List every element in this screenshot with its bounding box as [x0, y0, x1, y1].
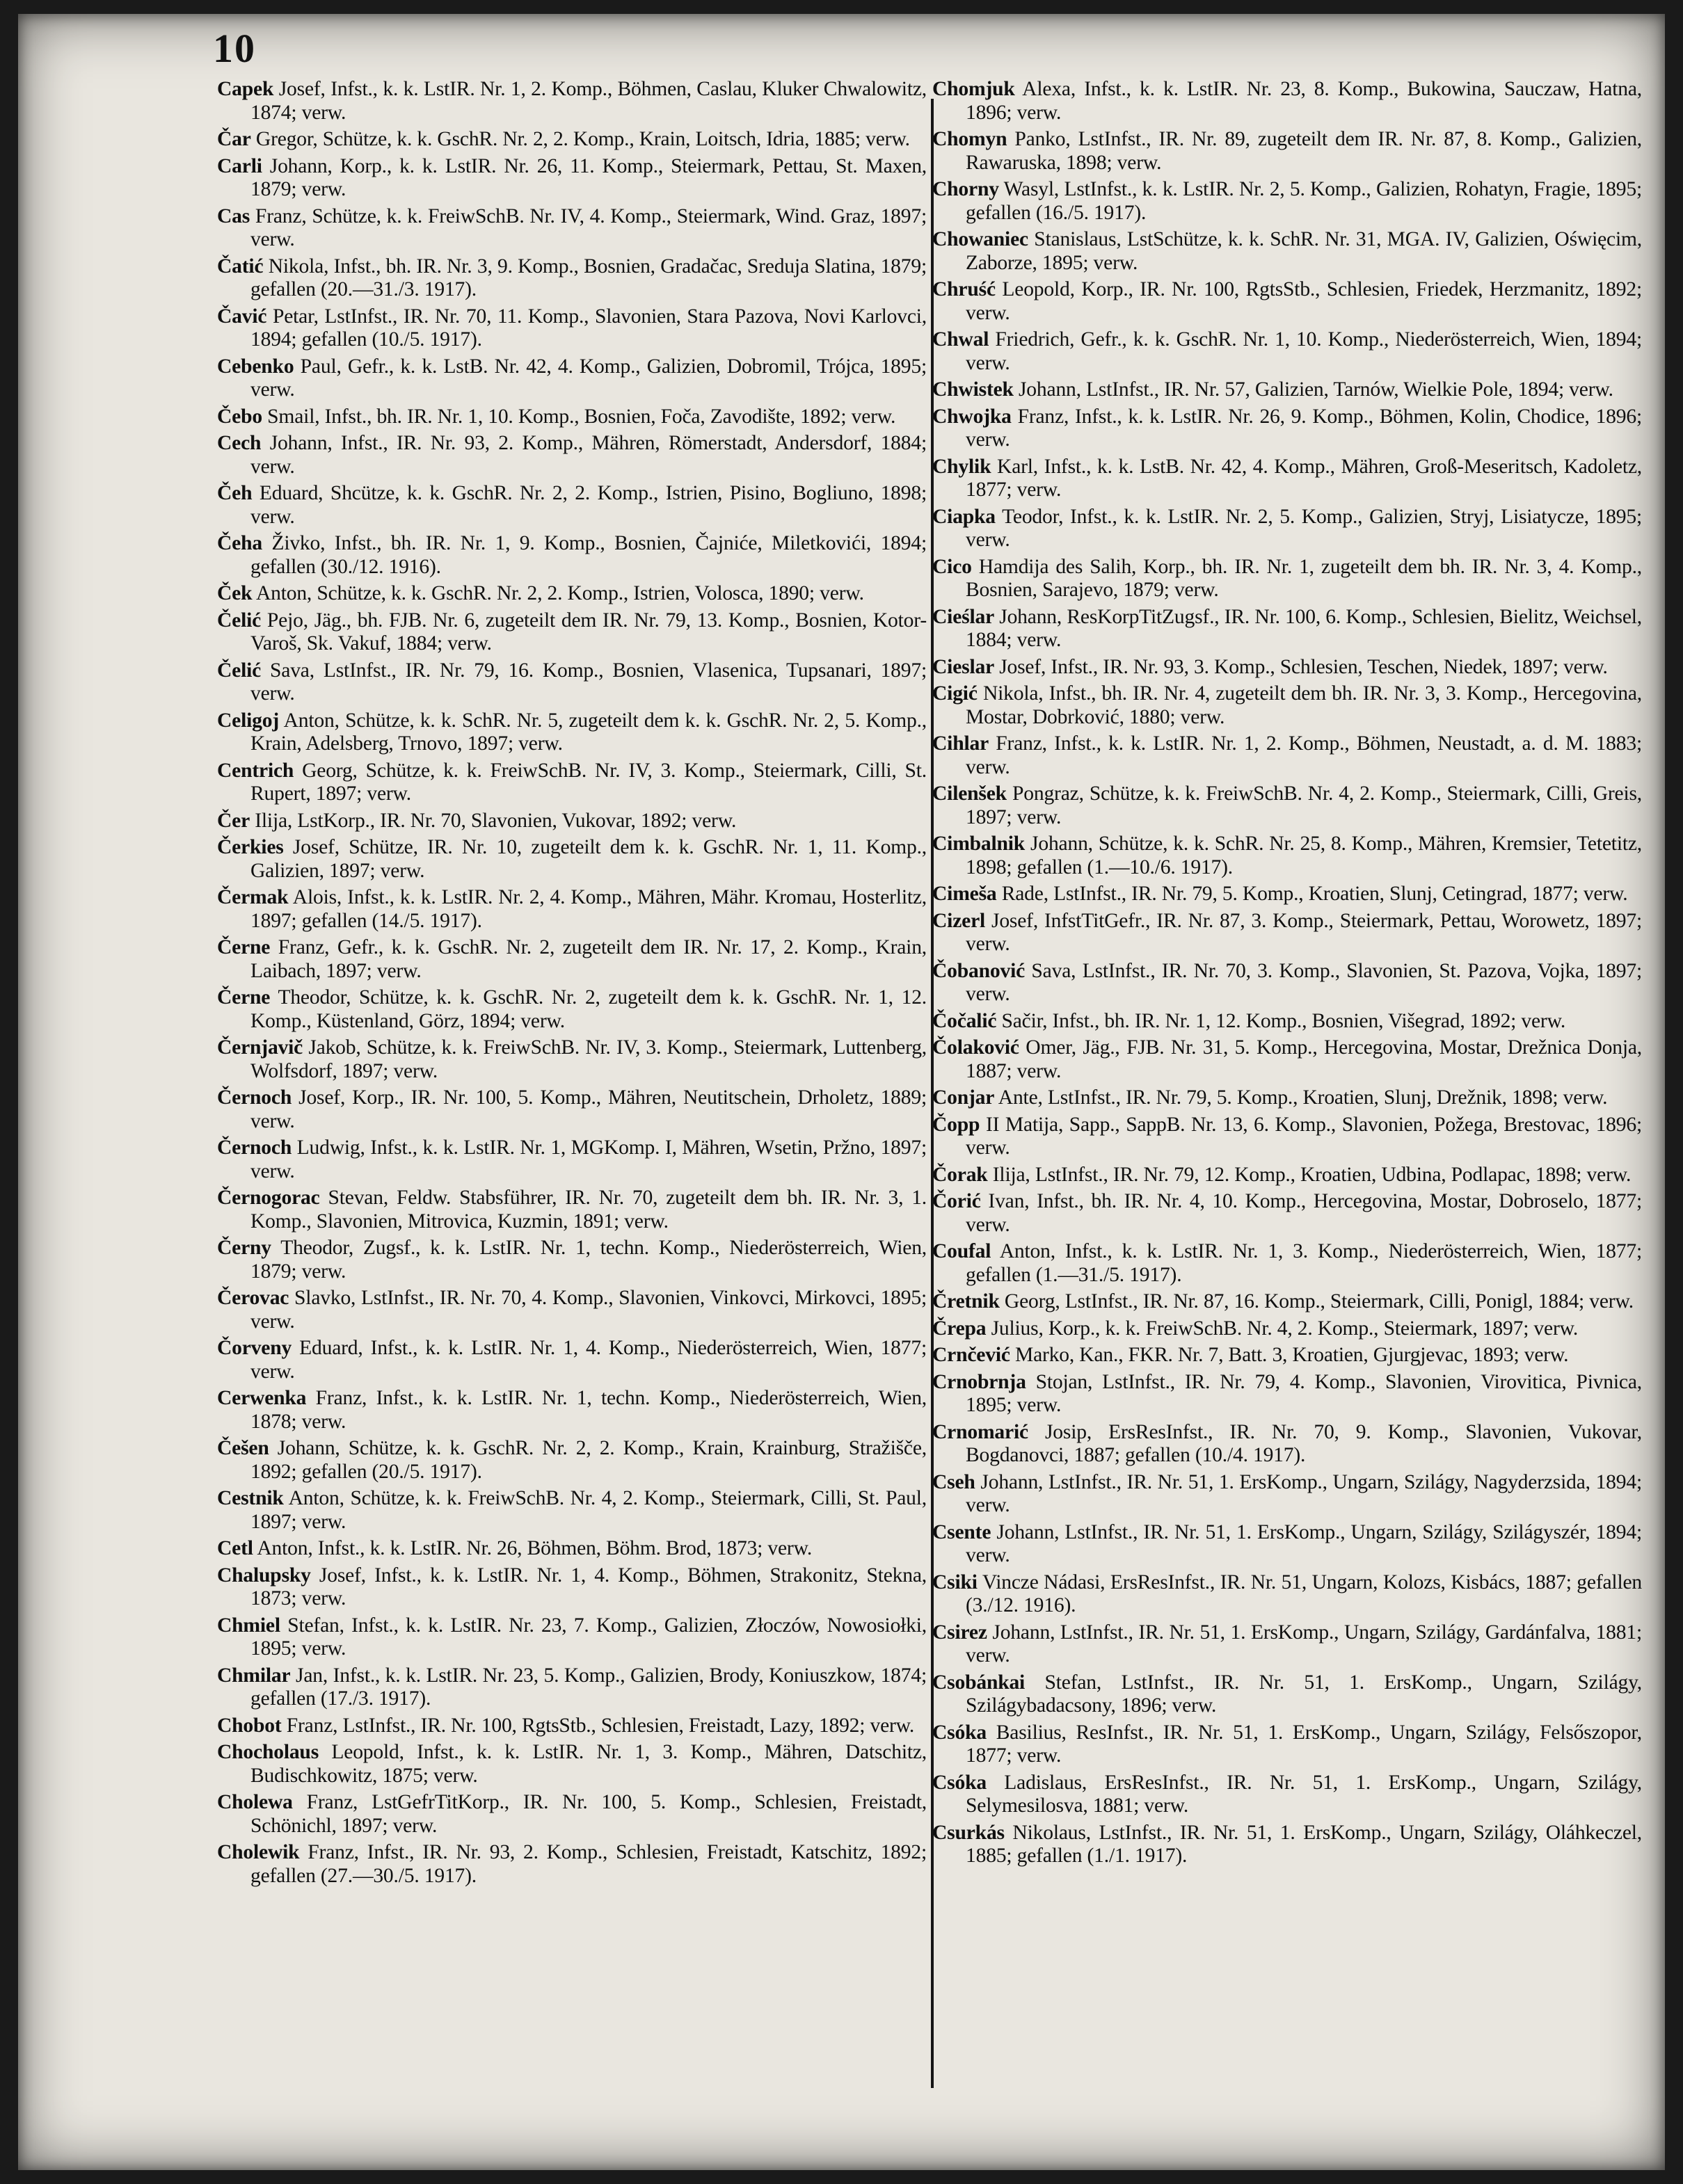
entry-surname: Černy [217, 1237, 271, 1259]
casualty-entry [932, 1571, 1642, 1618]
entry-surname: Csóka [932, 1771, 987, 1794]
entry-surname: Čočalić [932, 1009, 997, 1032]
casualty-entry [217, 1237, 927, 1283]
entry-details: Franz, Gefr., k. k. GschR. Nr. 2, zugeteilt dem IR. Nr. 17, 2. Komp., Krain, Laibach, 1897; verw. [250, 936, 927, 982]
entry-details: Franz, Infst., k. k. LstIR. Nr. 26, 9. Komp., Böhmen, Kolin, Chodice, 1896; verw. [966, 405, 1642, 451]
entry-surname: Cestnik [217, 1487, 284, 1509]
casualty-entry [932, 1086, 1642, 1110]
entry-details: Sava, LstInfst., IR. Nr. 79, 16. Komp., Bosnien, Vlasenica, Tupsanari, 1897; verw. [250, 659, 927, 705]
entry-surname: Celigoj [217, 709, 279, 732]
casualty-entry [932, 1010, 1642, 1034]
entry-surname: Chocholaus [217, 1741, 319, 1763]
entry-surname: Chylik [932, 455, 991, 478]
entry-details: Josef, Infst., k. k. LstIR. Nr. 1, 4. Komp., Böhmen, Strakonitz, Stekna, 1873; verw. [250, 1564, 927, 1609]
casualty-entry [217, 305, 927, 352]
entry-details: Omer, Jäg., FJB. Nr. 31, 5. Komp., Hercegovina, Mostar, Drežnica Donja, 1887; verw. [966, 1036, 1642, 1082]
entry-surname: Čolaković [932, 1036, 1019, 1059]
entry-surname: Csurkás [932, 1821, 1005, 1844]
entry-details: Nikolaus, LstInfst., IR. Nr. 51, 1. ErsKomp., Ungarn, Szilágy, Oláhkeczel, 1885; gefallen (1./1. 1917). [966, 1821, 1642, 1867]
entry-details: Anton, Schütze, k. k. SchR. Nr. 5, zugeteilt dem k. k. GschR. Nr. 2, 5. Komp., Krain, Adelsberg, Trnovo, 1897; verw. [250, 709, 927, 755]
entry-surname: Cholewa [217, 1791, 293, 1813]
entry-surname: Čerkies [217, 836, 284, 858]
entry-details: Eduard, Shcütze, k. k. GschR. Nr. 2, 2. Komp., Istrien, Pisino, Bogliuno, 1898; verw. [250, 482, 927, 528]
entry-surname: Chobot [217, 1714, 282, 1737]
entry-surname: Centrich [217, 759, 294, 782]
entry-surname: Chomjuk [932, 78, 1015, 100]
casualty-entry [932, 328, 1642, 375]
entry-surname: Chmilar [217, 1664, 291, 1687]
entry-details: Marko, Kan., FKR. Nr. 7, Batt. 3, Kroatien, Gjurgjevac, 1893; verw. [1010, 1344, 1569, 1366]
casualty-entry [932, 1036, 1642, 1083]
entry-surname: Csobánkai [932, 1671, 1026, 1694]
entry-details: Jan, Infst., k. k. LstIR. Nr. 23, 5. Komp., Galizien, Brody, Koniuszkow, 1874; gefallen (17./3. 1917). [250, 1664, 927, 1710]
casualty-entry [217, 128, 927, 152]
entry-surname: Čorveny [217, 1337, 292, 1359]
entry-details: Ivan, Infst., bh. IR. Nr. 4, 10. Komp., Hercegovina, Mostar, Dobroselo, 1877; verw. [966, 1190, 1642, 1236]
casualty-entry [217, 406, 927, 429]
casualty-entry [217, 255, 927, 302]
casualty-entry [217, 1337, 927, 1383]
entry-details: Pejo, Jäg., bh. FJB. Nr. 6, zugeteilt dem IR. Nr. 79, 13. Komp., Bosnien, Kotor-Varoš, Sk. Vakuf, 1884; verw. [250, 609, 927, 655]
entry-details: Hamdija des Salih, Korp., bh. IR. Nr. 1, zugeteilt dem bh. IR. Nr. 3, 4. Komp., Bosnien, Sarajevo, 1879; verw. [966, 555, 1642, 601]
entry-surname: Chwojka [932, 405, 1012, 428]
entry-details: Jakob, Schütze, k. k. FreiwSchB. Nr. IV, 3. Komp., Steiermark, Luttenberg, Wolfsdorf, 1897; verw. [250, 1036, 927, 1082]
entry-surname: Cerwenka [217, 1387, 307, 1409]
entry-surname: Ciapka [932, 505, 996, 528]
casualty-entry [932, 406, 1642, 452]
entry-surname: Cieslar [932, 655, 994, 678]
entry-details: Ilija, LstInfst., IR. Nr. 79, 12. Komp., Kroatien, Udbina, Podlapac, 1898; verw. [987, 1163, 1632, 1186]
casualty-entry [217, 1841, 927, 1888]
casualty-entry [217, 1741, 927, 1788]
entry-details: Paul, Gefr., k. k. LstB. Nr. 42, 4. Komp., Galizien, Dobromil, Trójca, 1895; verw. [250, 355, 927, 401]
casualty-entry [217, 1664, 927, 1711]
casualty-entry [932, 278, 1642, 325]
entry-surname: Crnčević [932, 1344, 1010, 1366]
casualty-entry [217, 1564, 927, 1611]
entry-surname: Čorić [932, 1190, 981, 1212]
entry-details: Anton, Infst., k. k. LstIR. Nr. 26, Böhmen, Böhm. Brod, 1873; verw. [253, 1537, 813, 1559]
entry-surname: Cas [217, 204, 250, 227]
casualty-entry [217, 1791, 927, 1838]
entry-surname: Ček [217, 582, 253, 604]
entry-surname: Crnobrnja [932, 1370, 1026, 1393]
entry-details: Rade, LstInfst., IR. Nr. 79, 5. Komp., Kroatien, Slunj, Cetingrad, 1877; verw. [996, 883, 1628, 905]
casualty-entry [932, 456, 1642, 502]
entry-details: Johann, LstInfst., IR. Nr. 51, 1. ErsKomp., Ungarn, Szilágy, Szilágyszér, 1894; verw. [966, 1520, 1642, 1566]
entry-details: Nikola, Infst., bh. IR. Nr. 4, zugeteilt dem bh. IR. Nr. 3, 3. Komp., Hercegovina, Mostar, Dobrković, 1880; verw. [966, 682, 1642, 728]
entry-details: Ladislaus, ErsResInfst., IR. Nr. 51, 1. ErsKomp., Ungarn, Szilágy, Selymesilosva, 1881; verw. [966, 1771, 1642, 1817]
casualty-entry [932, 606, 1642, 652]
entry-details: Stefan, Infst., k. k. LstIR. Nr. 23, 7. Komp., Galizien, Złoczów, Nowosiołki, 1895; verw. [250, 1614, 927, 1660]
casualty-entry [932, 178, 1642, 225]
entry-details: Johann, LstInfst., IR. Nr. 51, 1. ErsKomp., Ungarn, Szilágy, Gardánfalva, 1881; verw. [966, 1621, 1642, 1667]
entry-details: Julius, Korp., k. k. FreiwSchB. Nr. 4, 2. Komp., Steiermark, 1897; verw. [986, 1317, 1579, 1340]
entry-details: Alexa, Infst., k. k. LstIR. Nr. 23, 8. Komp., Bukowina, Sauczaw, Hatna, 1896; verw. [966, 78, 1642, 124]
entry-details: Josef, Infst., k. k. LstIR. Nr. 1, 2. Komp., Böhmen, Caslau, Kluker Chwalowitz, 1874; verw. [250, 78, 927, 124]
casualty-entry [217, 836, 927, 883]
casualty-entry [932, 1164, 1642, 1187]
entry-surname: Chorny [932, 178, 999, 200]
casualty-entry [932, 1344, 1642, 1367]
casualty-entry [217, 986, 927, 1033]
entry-surname: Csirez [932, 1621, 987, 1644]
entry-surname: Chmiel [217, 1614, 280, 1637]
entry-surname: Čorak [932, 1163, 988, 1186]
entry-surname: Carli [217, 154, 262, 177]
casualty-entry [932, 656, 1642, 680]
casualty-entry [932, 1671, 1642, 1718]
entry-details: Sava, LstInfst., IR. Nr. 70, 3. Komp., Slavonien, St. Pazova, Vojka, 1897; verw. [966, 959, 1642, 1005]
entry-details: Panko, LstInfst., IR. Nr. 89, zugeteilt dem IR. Nr. 87, 8. Komp., Galizien, Rawaruska, 1898; verw. [966, 128, 1642, 174]
casualty-entry [932, 128, 1642, 175]
entry-details: Sačir, Infst., bh. IR. Nr. 1, 12. Komp., Bosnien, Višegrad, 1892; verw. [996, 1009, 1566, 1032]
entry-surname: Cseh [932, 1470, 975, 1493]
entry-surname: Cebenko [217, 355, 294, 378]
entry-surname: Chalupsky [217, 1564, 311, 1587]
entry-details: Leopold, Infst., k. k. LstIR. Nr. 1, 3. Komp., Mähren, Datschitz, Budischkowitz, 1875; verw. [250, 1741, 927, 1787]
entry-details: Franz, Infst., IR. Nr. 93, 2. Komp., Schlesien, Freistadt, Katschitz, 1892; gefallen (27.—30./5. 1917). [250, 1841, 927, 1887]
entry-surname: Černe [217, 986, 271, 1009]
entry-surname: Černoch [217, 1086, 292, 1109]
entry-surname: Cihlar [932, 732, 989, 755]
casualty-entry [932, 1471, 1642, 1518]
entry-surname: Černe [217, 936, 271, 958]
casualty-entry [217, 582, 927, 606]
left-column [217, 78, 927, 1891]
entry-details: Karl, Infst., k. k. LstB. Nr. 42, 4. Komp., Mähren, Groß-Meseritsch, Kadoletz, 1877; verw. [966, 455, 1642, 501]
entry-details: Gregor, Schütze, k. k. GschR. Nr. 2, 2. Komp., Krain, Loitsch, Idria, 1885; verw. [250, 128, 910, 150]
casualty-entry [217, 1187, 927, 1233]
entry-details: Stefan, LstInfst., IR. Nr. 51, 1. ErsKomp., Ungarn, Szilágy, Szilágybadacsony, 1896; verw. [966, 1671, 1642, 1717]
entry-details: Stevan, Feldw. Stabsführer, IR. Nr. 70, zugeteilt dem bh. IR. Nr. 3, 1. Komp., Slavonien, Mitrovica, Kuzmin, 1891; verw. [250, 1187, 927, 1232]
entry-details: Franz, Infst., k. k. LstIR. Nr. 1, techn. Komp., Niederösterreich, Wien, 1878; verw. [250, 1387, 927, 1433]
entry-details: Stanislaus, LstSchütze, k. k. SchR. Nr. 31, MGA. IV, Galizien, Oświęcim, Zaborze, 1895; verw. [966, 228, 1642, 274]
entry-details: Johann, Infst., IR. Nr. 93, 2. Komp., Mähren, Römerstadt, Andersdorf, 1884; verw. [250, 432, 927, 478]
entry-surname: Chwal [932, 328, 989, 351]
entry-details: Johann, Korp., k. k. LstIR. Nr. 26, 11. Komp., Steiermark, Pettau, St. Maxen, 1879; verw. [250, 154, 927, 200]
entry-details: Wasyl, LstInfst., k. k. LstIR. Nr. 2, 5. Komp., Galizien, Rohatyn, Fragie, 1895; gefallen (16./5. 1917). [966, 178, 1642, 224]
entry-surname: Čar [217, 128, 251, 150]
casualty-entry [217, 810, 927, 833]
entry-surname: Cizerl [932, 909, 986, 932]
casualty-entry [932, 960, 1642, 1006]
entry-surname: Čebo [217, 405, 262, 428]
casualty-entry [932, 1521, 1642, 1568]
casualty-entry [932, 883, 1642, 906]
entry-details: Pongraz, Schütze, k. k. FreiwSchB. Nr. 4, 2. Komp., Steiermark, Cilli, Greis, 1897; verw. [966, 782, 1642, 828]
entry-surname: Cimbalnik [932, 833, 1026, 855]
entry-surname: Čerovac [217, 1287, 289, 1309]
entry-details: Josef, Korp., IR. Nr. 100, 5. Komp., Mähren, Neutitschein, Drholetz, 1889; verw. [250, 1086, 927, 1132]
entry-details: Franz, LstGefrTitKorp., IR. Nr. 100, 5. Komp., Schlesien, Freistadt, Schönichl, 1897; verw. [250, 1791, 927, 1837]
entry-details: Leopold, Korp., IR. Nr. 100, RgtsStb., Schlesien, Friedek, Herzmanitz, 1892; verw. [966, 278, 1642, 324]
entry-details: Petar, LstInfst., IR. Nr. 70, 11. Komp., Slavonien, Stara Pazova, Novi Karlovci, 1894; gefallen (10./5. 1917). [250, 305, 927, 351]
entry-surname: Chwistek [932, 378, 1014, 401]
entry-surname: Chomyn [932, 128, 1007, 150]
entry-surname: Čopp [932, 1113, 980, 1136]
entry-details: Josef, Schütze, IR. Nr. 10, zugeteilt dem k. k. GschR. Nr. 1, 11. Komp., Galizien, 1897; verw. [250, 836, 927, 882]
casualty-entry [217, 1537, 927, 1561]
casualty-entry [217, 936, 927, 983]
entry-details: Johann, ResKorpTitZugsf., IR. Nr. 100, 6. Komp., Schlesien, Bielitz, Weichsel, 1884; verw. [966, 605, 1642, 651]
entry-surname: Cholewik [217, 1841, 300, 1863]
casualty-entry [932, 556, 1642, 602]
casualty-entry [217, 1137, 927, 1183]
entry-details: Theodor, Schütze, k. k. GschR. Nr. 2, zugeteilt dem k. k. GschR. Nr. 1, 12. Komp., Küstenland, Görz, 1894; verw. [250, 986, 927, 1032]
casualty-entry [217, 532, 927, 579]
entry-surname: Cigić [932, 682, 978, 705]
casualty-entry [932, 1114, 1642, 1160]
entry-surname: Černjavič [217, 1036, 303, 1059]
entry-surname: Čer [217, 809, 250, 832]
casualty-entry [932, 78, 1642, 125]
casualty-entry [932, 228, 1642, 275]
casualty-entry [932, 732, 1642, 779]
entry-details: Anton, Schütze, k. k. FreiwSchB. Nr. 4, 2. Komp., Steiermark, Cilli, St. Paul, 1897; verw. [250, 1487, 927, 1533]
casualty-entry [217, 886, 927, 933]
entry-surname: Capek [217, 78, 274, 100]
casualty-entry [217, 482, 927, 529]
entry-surname: Čretnik [932, 1290, 1000, 1312]
entry-surname: Csóka [932, 1721, 987, 1744]
casualty-entry [932, 833, 1642, 879]
casualty-entry [217, 355, 927, 402]
entry-details: Friedrich, Gefr., k. k. GschR. Nr. 1, 10. Komp., Niederösterreich, Wien, 1894; verw. [966, 328, 1642, 374]
casualty-entry [932, 1621, 1642, 1668]
entry-details: Teodor, Infst., k. k. LstIR. Nr. 2, 5. Komp., Galizien, Stryj, Lisiatycze, 1895; verw. [966, 505, 1642, 551]
entry-details: Johann, LstInfst., IR. Nr. 57, Galizien, Tarnów, Wielkie Pole, 1894; verw. [1013, 378, 1613, 401]
entry-surname: Čatić [217, 255, 264, 278]
entry-details: Ludwig, Infst., k. k. LstIR. Nr. 1, MGKomp. I, Mähren, Wsetin, Pržno, 1897; verw. [250, 1137, 927, 1182]
entry-surname: Čelić [217, 659, 262, 682]
entry-details: Ilija, LstKorp., IR. Nr. 70, Slavonien, Vukovar, 1892; verw. [250, 809, 737, 832]
casualty-entry [217, 1387, 927, 1434]
entry-details: Josef, Infst., IR. Nr. 93, 3. Komp., Schlesien, Teschen, Niedek, 1897; verw. [994, 655, 1608, 678]
entry-surname: Crnomarić [932, 1420, 1028, 1443]
casualty-entry [932, 1772, 1642, 1818]
casualty-entry [217, 78, 927, 125]
casualty-entry [932, 506, 1642, 552]
entry-surname: Čobanović [932, 959, 1026, 982]
entry-surname: Chruść [932, 278, 996, 300]
entry-surname: Coufal [932, 1240, 991, 1262]
casualty-entry [217, 432, 927, 479]
casualty-entry [932, 1240, 1642, 1287]
entry-details: Johann, Schütze, k. k. SchR. Nr. 25, 8. Komp., Mähren, Kremsier, Tetetitz, 1898; gefallen (1.—10./6. 1917). [966, 833, 1642, 878]
entry-details: Theodor, Zugsf., k. k. LstIR. Nr. 1, techn. Komp., Niederösterreich, Wien, 1879; verw. [250, 1237, 927, 1283]
casualty-entry [932, 910, 1642, 956]
entry-details: Basilius, ResInfst., IR. Nr. 51, 1. ErsKomp., Ungarn, Szilágy, Felsőszopor, 1877; verw. [966, 1721, 1642, 1767]
entry-surname: Črepa [932, 1317, 987, 1340]
entry-details: II Matija, Sapp., SappB. Nr. 13, 6. Komp., Slavonien, Požega, Brestovac, 1896; verw. [966, 1113, 1642, 1159]
entry-surname: Čeh [217, 482, 253, 504]
casualty-entry [217, 609, 927, 656]
casualty-entry [932, 1822, 1642, 1868]
casualty-entry [932, 1290, 1642, 1314]
casualty-entry [217, 205, 927, 252]
right-column [932, 78, 1642, 1872]
scanned-page [18, 14, 1665, 2170]
casualty-entry [932, 1721, 1642, 1768]
entry-details: Vincze Nádasi, ErsResInfst., IR. Nr. 51, Ungarn, Kolozs, Kisbács, 1887; gefallen (3./12. 1916). [966, 1571, 1642, 1616]
entry-details: Georg, LstInfst., IR. Nr. 87, 16. Komp., Steiermark, Cilli, Ponigl, 1884; verw. [999, 1290, 1634, 1312]
entry-surname: Čermak [217, 886, 289, 908]
entry-surname: Černoch [217, 1137, 292, 1159]
casualty-entry [932, 1317, 1642, 1341]
entry-surname: Chowaniec [932, 228, 1028, 250]
casualty-entry [217, 709, 927, 756]
casualty-entry [217, 1287, 927, 1333]
entry-details: Franz, Schütze, k. k. FreiwSchB. Nr. IV, 4. Komp., Steiermark, Wind. Graz, 1897; verw. [250, 204, 927, 250]
entry-surname: Cetl [217, 1537, 253, 1559]
casualty-entry [217, 1614, 927, 1661]
casualty-entry [932, 1421, 1642, 1468]
entry-details: Josip, ErsResInfst., IR. Nr. 70, 9. Komp., Slavonien, Vukovar, Bogdanovci, 1887; gefallen (10./4. 1917). [966, 1420, 1642, 1466]
casualty-entry [217, 1487, 927, 1534]
entry-details: Slavko, LstInfst., IR. Nr. 70, 4. Komp., Slavonien, Vinkovci, Mirkovci, 1895; verw. [250, 1287, 927, 1333]
entry-details: Stojan, LstInfst., IR. Nr. 79, 4. Komp., Slavonien, Virovitica, Pivnica, 1895; verw. [966, 1370, 1642, 1416]
entry-details: Johann, LstInfst., IR. Nr. 51, 1. ErsKomp., Ungarn, Szilágy, Nagyderzsida, 1894; verw. [966, 1470, 1642, 1516]
entry-details: Živko, Infst., bh. IR. Nr. 1, 9. Komp., Bosnien, Čajniće, Miletkovići, 1894; gefallen (30./12. 1916). [250, 532, 927, 578]
entry-surname: Cico [932, 555, 972, 578]
entry-details: Georg, Schütze, k. k. FreiwSchB. Nr. IV, 3. Komp., Steiermark, Cilli, St. Rupert, 1897; verw. [250, 759, 927, 805]
casualty-entry [932, 1190, 1642, 1237]
entry-details: Nikola, Infst., bh. IR. Nr. 3, 9. Komp., Bosnien, Gradačac, Sreduja Slatina, 1879; gefallen (20.—31./3. 1917). [250, 255, 927, 300]
casualty-entry [217, 760, 927, 806]
entry-details: Alois, Infst., k. k. LstIR. Nr. 2, 4. Komp., Mähren, Mähr. Kromau, Hosterlitz, 1897; gefallen (14./5. 1917). [250, 886, 927, 932]
entry-details: Josef, InfstTitGefr., IR. Nr. 87, 3. Komp., Steiermark, Pettau, Worowetz, 1897; verw. [966, 909, 1642, 955]
casualty-entry [217, 1715, 927, 1738]
entry-details: Franz, LstInfst., IR. Nr. 100, RgtsStb., Schlesien, Freistadt, Lazy, 1892; verw. [281, 1714, 915, 1737]
entry-surname: Češen [217, 1437, 269, 1459]
page-number: 10 [213, 26, 256, 71]
casualty-entry [217, 155, 927, 202]
entry-details: Anton, Schütze, k. k. GschR. Nr. 2, 2. Komp., Istrien, Volosca, 1890; verw. [252, 582, 864, 604]
entry-details: Ante, LstInfst., IR. Nr. 79, 5. Komp., Kroatien, Slunj, Drežnik, 1898; verw. [994, 1086, 1608, 1109]
entry-details: Eduard, Infst., k. k. LstIR. Nr. 1, 4. Komp., Niederösterreich, Wien, 1877; verw. [250, 1337, 927, 1383]
entry-surname: Černogorac [217, 1187, 320, 1209]
entry-surname: Cimeša [932, 883, 997, 905]
casualty-entry [217, 659, 927, 706]
entry-surname: Conjar [932, 1086, 995, 1109]
entry-surname: Čeha [217, 532, 262, 554]
entry-surname: Čelić [217, 609, 262, 632]
entry-surname: Cech [217, 432, 262, 454]
entry-details: Johann, Schütze, k. k. GschR. Nr. 2, 2. Komp., Krain, Krainburg, Stražišče, 1892; gefallen (20./5. 1917). [250, 1437, 927, 1483]
casualty-entry [932, 378, 1642, 402]
casualty-entry [217, 1437, 927, 1484]
entry-details: Smail, Infst., bh. IR. Nr. 1, 10. Komp., Bosnien, Foča, Zavodište, 1892; verw. [262, 405, 896, 428]
casualty-entry [932, 782, 1642, 829]
entry-details: Anton, Infst., k. k. LstIR. Nr. 1, 3. Komp., Niederösterreich, Wien, 1877; gefallen (1.—31./5. 1917). [966, 1240, 1642, 1286]
entry-details: Franz, Infst., k. k. LstIR. Nr. 1, 2. Komp., Böhmen, Neustadt, a. d. M. 1883; verw. [966, 732, 1642, 778]
entry-surname: Csente [932, 1520, 991, 1543]
casualty-entry [932, 682, 1642, 729]
casualty-entry [217, 1036, 927, 1083]
entry-surname: Csiki [932, 1571, 978, 1593]
entry-surname: Cilenšek [932, 782, 1007, 805]
casualty-entry [217, 1086, 927, 1133]
casualty-entry [932, 1371, 1642, 1418]
entry-surname: Cieślar [932, 605, 994, 628]
entry-surname: Čavić [217, 305, 267, 328]
